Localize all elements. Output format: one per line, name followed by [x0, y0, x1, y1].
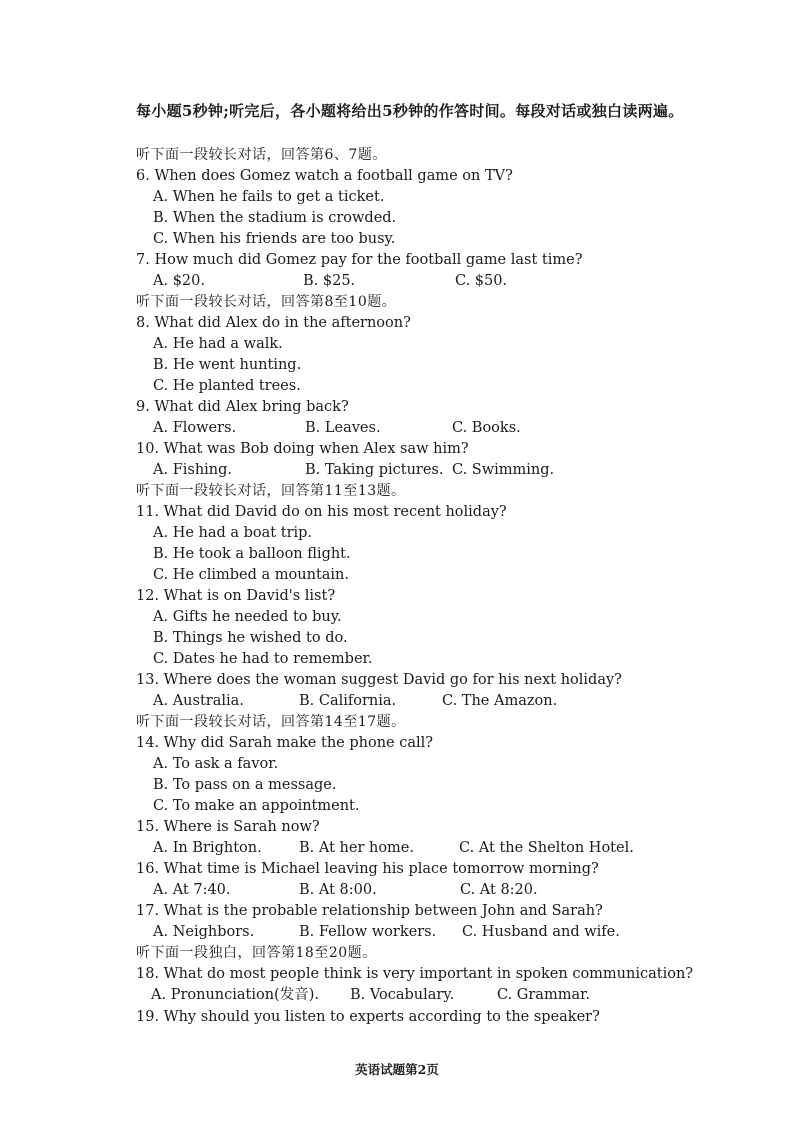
q14-option-b: B. To pass on a message.: [153, 777, 337, 793]
section-header-14-17: 听下面一段较长对话，回答第14至17题。: [136, 714, 406, 730]
q7-option-c: C. $50.: [455, 273, 508, 289]
q6-option-c: C. When his friends are too busy.: [153, 231, 396, 247]
question-18: 18. What do most people think is very important in spoken communication?: [136, 966, 694, 982]
question-8: 8. What did Alex do in the afternoon?: [136, 315, 411, 331]
q6-option-b: B. When the stadium is crowded.: [153, 210, 397, 226]
q10-option-c: C. Swimming.: [452, 462, 555, 478]
question-12: 12. What is on David's list?: [136, 588, 336, 604]
q9-option-b: B. Leaves.: [305, 420, 381, 436]
question-14: 14. Why did Sarah make the phone call?: [136, 735, 434, 751]
q7-option-b: B. $25.: [303, 273, 356, 289]
q13-option-b: B. California.: [299, 693, 397, 709]
q14-option-c: C. To make an appointment.: [153, 798, 360, 814]
q10-option-b: B. Taking pictures.: [305, 462, 444, 478]
question-9: 9. What did Alex bring back?: [136, 399, 349, 415]
q16-option-a: A. At 7:40.: [153, 882, 231, 898]
q14-option-a: A. To ask a favor.: [153, 756, 279, 772]
q7-option-a: A. $20.: [153, 273, 205, 289]
q17-option-c: C. Husband and wife.: [462, 924, 620, 940]
q6-option-a: A. When he fails to get a ticket.: [153, 189, 385, 205]
q9-option-c: C. Books.: [452, 420, 521, 436]
q18-option-c: C. Grammar.: [497, 987, 591, 1003]
q8-option-b: B. He went hunting.: [153, 357, 302, 373]
q12-option-c: C. Dates he had to remember.: [153, 651, 373, 667]
q10-option-a: A. Fishing.: [153, 462, 233, 478]
section-header-8-10: 听下面一段较长对话，回答第8至10题。: [136, 294, 397, 310]
q17-option-a: A. Neighbors.: [153, 924, 255, 940]
question-10: 10. What was Bob doing when Alex saw him?: [136, 441, 469, 457]
q8-option-a: A. He had a walk.: [153, 336, 283, 352]
q12-option-b: B. Things he wished to do.: [153, 630, 348, 646]
q15-option-a: A. In Brighton.: [153, 840, 262, 856]
q11-option-a: A. He had a boat trip.: [153, 525, 313, 541]
question-19: 19. Why should you listen to experts according to the speaker?: [136, 1009, 600, 1025]
q16-option-c: C. At 8:20.: [460, 882, 538, 898]
q13-option-a: A. Australia.: [153, 693, 244, 709]
question-17: 17. What is the probable relationship between John and Sarah?: [136, 903, 603, 919]
q9-option-a: A. Flowers.: [153, 420, 237, 436]
q17-option-b: B. Fellow workers.: [299, 924, 437, 940]
section-header-6-7: 听下面一段较长对话，回答第6、7题。: [136, 147, 387, 163]
q11-option-b: B. He took a balloon flight.: [153, 546, 351, 562]
section-header-11-13: 听下面一段较长对话，回答第11至13题。: [136, 483, 406, 499]
q16-option-b: B. At 8:00.: [299, 882, 377, 898]
section-header-18-20: 听下面一段独白，回答第18至20题。: [136, 945, 377, 961]
q18-option-b: B. Vocabulary.: [350, 987, 455, 1003]
q12-option-a: A. Gifts he needed to buy.: [153, 609, 342, 625]
q8-option-c: C. He planted trees.: [153, 378, 301, 394]
q11-option-c: C. He climbed a mountain.: [153, 567, 349, 583]
question-7: 7. How much did Gomez pay for the football game last time?: [136, 252, 583, 268]
page-footer: 英语试题第2页: [355, 1062, 439, 1077]
q15-option-b: B. At her home.: [299, 840, 414, 856]
question-13: 13. Where does the woman suggest David go for his next holiday?: [136, 672, 622, 688]
question-15: 15. Where is Sarah now?: [136, 819, 320, 835]
q13-option-c: C. The Amazon.: [442, 693, 558, 709]
q15-option-c: C. At the Shelton Hotel.: [459, 840, 634, 856]
question-16: 16. What time is Michael leaving his place tomorrow morning?: [136, 861, 599, 877]
question-6: 6. When does Gomez watch a football game on TV?: [136, 168, 513, 184]
q18-option-a: A. Pronunciation(发音).: [151, 987, 319, 1003]
intro-instructions: 每小题5秒钟;听完后，各小题将给出5秒钟的作答时间。每段对话或独白读两遍。: [136, 102, 684, 120]
question-11: 11. What did David do on his most recent holiday?: [136, 504, 507, 520]
